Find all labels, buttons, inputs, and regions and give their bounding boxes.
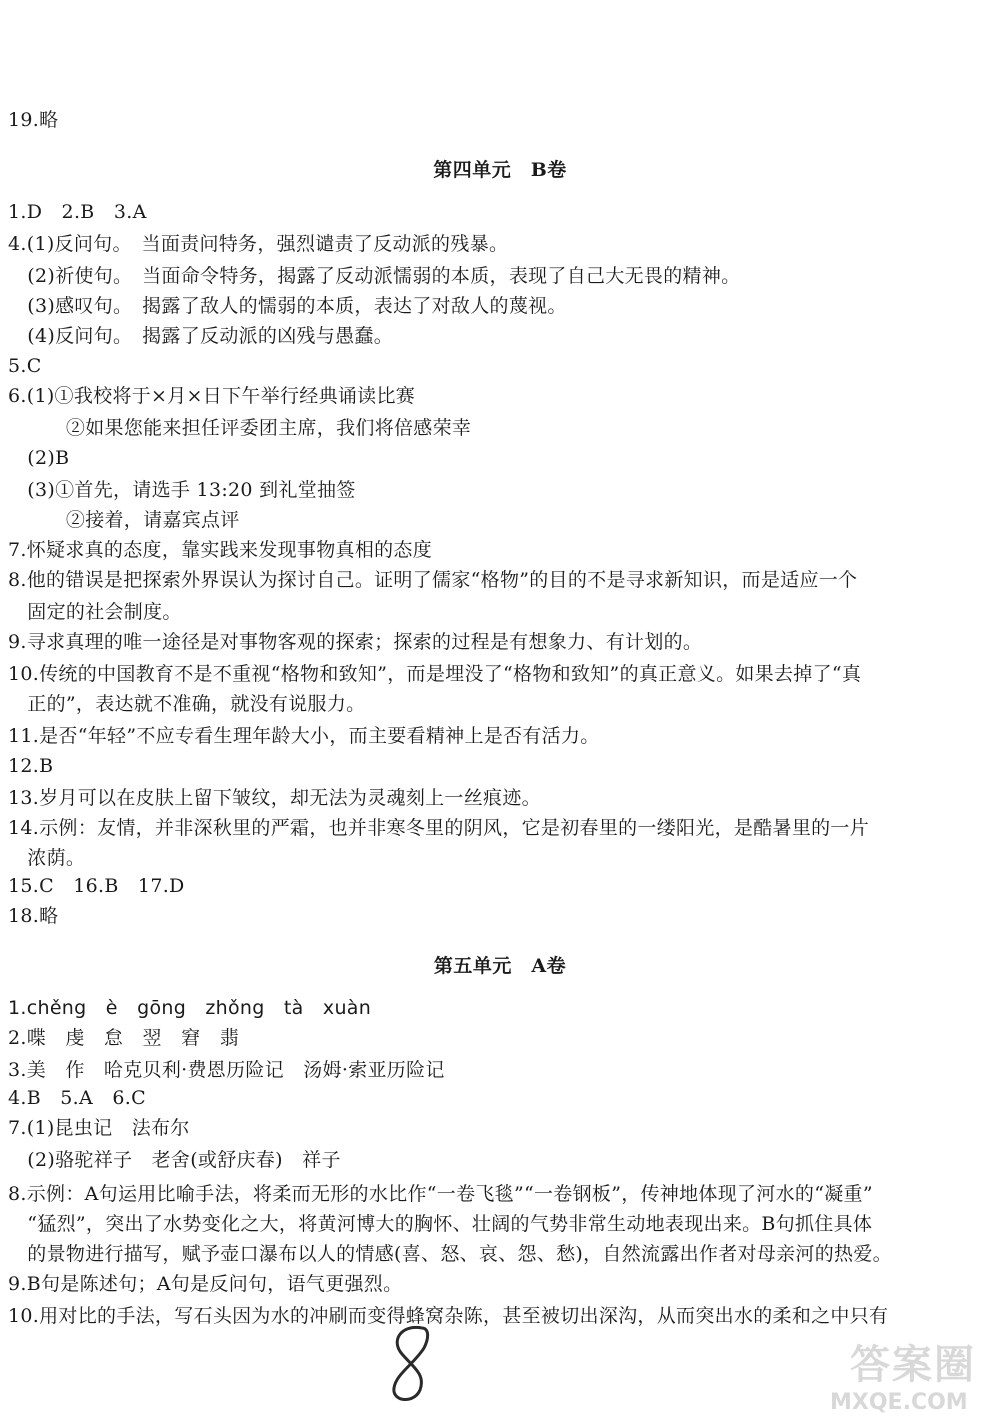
answer-line: 浓荫。 — [8, 847, 86, 869]
handwritten-page-number — [350, 1318, 470, 1408]
answer-line: 2.喋 虔 怠 翌 窘 翡 — [8, 1027, 240, 1049]
unit4-heading: 第四单元 B卷 — [433, 159, 567, 181]
answer-line: 5.C — [8, 355, 42, 377]
watermark-logo — [830, 1340, 995, 1420]
answer-line: 15.C 16.B 17.D — [8, 875, 185, 897]
answer-line: ②如果您能来担任评委团主席，我们将倍感荣幸 — [8, 417, 472, 439]
answer-line: (2)祈使句。 当面命令特务，揭露了反动派懦弱的本质，表现了自己大无畏的精神。 — [8, 265, 741, 287]
answer-line: 12.B — [8, 755, 54, 777]
answer-line: 9.B句是陈述句；A句是反问句，语气更强烈。 — [8, 1273, 403, 1295]
answer-line: 8.示例：A句运用比喻手法，将柔而无形的水比作“一卷飞毯”“一卷钢板”，传神地体现了河水的“凝重” — [8, 1183, 873, 1205]
answer-line: ②接着，请嘉宾点评 — [8, 509, 240, 531]
answer-line: 10.传统的中国教育不是不重视“格物和致知”，而是埋没了“格物和致知”的真正意义。如果去掉了“真 — [8, 663, 862, 685]
answer-line: (2)B — [8, 447, 70, 469]
answer-line: 13.岁月可以在皮肤上留下皱纹，却无法为灵魂刻上一丝痕迹。 — [8, 787, 541, 809]
page-number-stroke — [394, 1327, 428, 1399]
answer-line: (3)①首先，请选手 13:20 到礼堂抽签 — [8, 479, 356, 501]
answer-line: (2)骆驼祥子 老舍(或舒庆春) 祥子 — [8, 1149, 341, 1171]
answer-line: 10.用对比的手法，写石头因为水的冲刷而变得蜂窝杂陈，甚至被切出深沟，从而突出水的柔和之中只有 — [8, 1305, 889, 1327]
answer-line: 18.略 — [8, 905, 59, 927]
answer-line: 正的”，表达就不准确，就没有说服力。 — [8, 693, 366, 715]
answer-line: 7.(1)昆虫记 法布尔 — [8, 1117, 190, 1139]
answer-line: 6.(1)①我校将于×月×日下午举行经典诵读比赛 — [8, 385, 416, 407]
answer-line: 7.怀疑求真的态度，靠实践来发现事物真相的态度 — [8, 539, 433, 561]
watermark-title: 答案圈 — [850, 1342, 976, 1388]
answer-line: 14.示例：友情，并非深秋里的严霜，也并非寒冬里的阴风，它是初春里的一缕阳光，是酷暑里的一片 — [8, 817, 870, 839]
answer-line: 4.B 5.A 6.C — [8, 1087, 146, 1109]
answer-line: 1.D 2.B 3.A — [8, 201, 147, 223]
answer-line: 固定的社会制度。 — [8, 601, 182, 623]
unit5-heading: 第五单元 A卷 — [433, 955, 567, 977]
unit3-last-item: 19.略 — [8, 109, 59, 131]
answer-line: 11.是否“年轻”不应专看生理年龄大小，而主要看精神上是否有活力。 — [8, 725, 600, 747]
answer-line: (3)感叹句。 揭露了敌人的懦弱的本质，表达了对敌人的蔑视。 — [8, 295, 567, 317]
answer-line: 9.寻求真理的唯一途径是对事物客观的探索；探索的过程是有想象力、有计划的。 — [8, 631, 703, 653]
answer-line: “猛烈”，突出了水势变化之大，将黄河博大的胸怀、壮阔的气势非常生动地表现出来。B句抓住具体 — [8, 1213, 873, 1235]
answer-line: (4)反问句。 揭露了反动派的凶残与愚蠢。 — [8, 325, 394, 347]
answer-line: 的景物进行描写，赋予壶口瀑布以人的情感(喜、怒、哀、怨、愁)，自然流露出作者对母亲河的热爱。 — [8, 1243, 892, 1265]
answer-line: 4.(1)反问句。 当面责问特务，强烈谴责了反动派的残暴。 — [8, 233, 509, 255]
pinyin-answer-line: 1.chěng è gōng zhǒng tà xuàn — [8, 997, 372, 1019]
answer-line: 3.美 作 哈克贝利·费恩历险记 汤姆·索亚历险记 — [8, 1059, 445, 1081]
answer-line: 8.他的错误是把探索外界误认为探讨自己。证明了儒家“格物”的目的不是寻求新知识，而是适应一个 — [8, 569, 858, 591]
watermark-url: MXQE.COM — [830, 1390, 968, 1415]
